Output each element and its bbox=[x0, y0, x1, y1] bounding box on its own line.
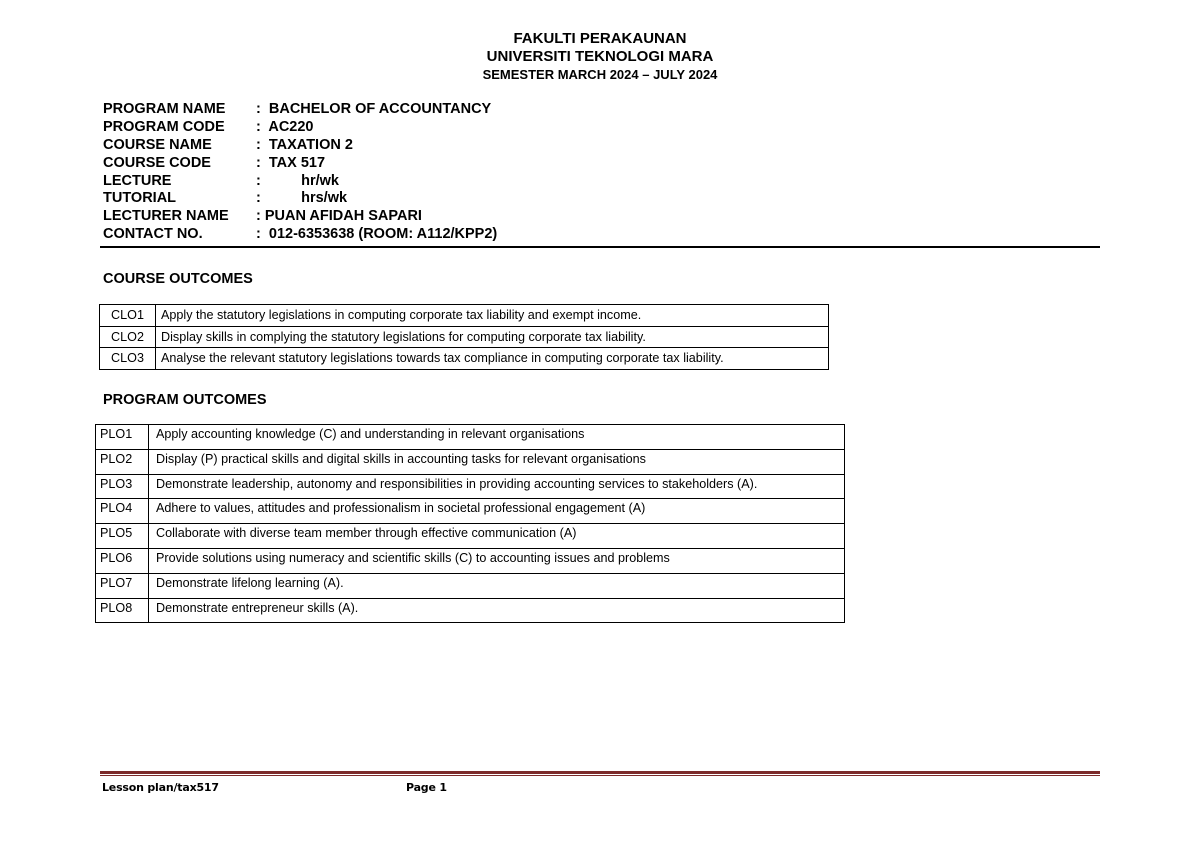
program-outcomes-table bbox=[95, 424, 845, 623]
header-divider bbox=[100, 246, 1100, 248]
info-label: CONTACT NO. bbox=[103, 226, 203, 243]
plo-description: Display (P) practical skills and digital skills in accounting tasks for relevant organisations bbox=[149, 449, 845, 474]
info-label: PROGRAM NAME bbox=[103, 101, 226, 117]
info-value: : hr/wk bbox=[256, 172, 339, 189]
info-value: : TAX 517 bbox=[256, 154, 326, 171]
footer-page-number: Page 1 bbox=[406, 781, 447, 794]
info-row-program-code bbox=[103, 119, 497, 137]
plo-code: PLO6 bbox=[96, 548, 149, 573]
plo-code: PLO2 bbox=[96, 449, 149, 474]
table-row bbox=[96, 449, 845, 474]
info-row-program-name bbox=[103, 101, 497, 119]
course-info-block bbox=[103, 101, 497, 244]
info-label: PROGRAM CODE bbox=[103, 118, 225, 135]
plo-code: PLO3 bbox=[96, 474, 149, 499]
plo-description: Demonstrate leadership, autonomy and responsibilities in providing accounting services to stakeholders (A). bbox=[149, 474, 845, 499]
table-row bbox=[96, 499, 845, 524]
plo-description: Demonstrate entrepreneur skills (A). bbox=[149, 598, 845, 623]
university-name: UNIVERSITI TEKNOLOGI MARA bbox=[486, 48, 714, 65]
plo-description: Demonstrate lifelong learning (A). bbox=[149, 573, 845, 598]
footer-document-label: Lesson plan/tax517 bbox=[102, 781, 219, 794]
clo-code: CLO2 bbox=[100, 326, 156, 348]
clo-code: CLO3 bbox=[100, 348, 156, 370]
info-label: COURSE NAME bbox=[103, 136, 212, 153]
info-row-tutorial bbox=[103, 190, 497, 208]
info-value: : BACHELOR OF ACCOUNTANCY bbox=[256, 101, 492, 117]
table-row bbox=[96, 548, 845, 573]
clo-code: CLO1 bbox=[100, 305, 156, 327]
info-label: COURSE CODE bbox=[103, 154, 211, 171]
plo-code: PLO5 bbox=[96, 524, 149, 549]
info-value: : 012-6353638 (ROOM: A112/KPP2) bbox=[256, 226, 498, 243]
clo-description: Analyse the relevant statutory legislations towards tax compliance in computing corporate tax liability. bbox=[156, 348, 829, 370]
table-row bbox=[96, 573, 845, 598]
info-label: TUTORIAL bbox=[103, 190, 177, 207]
course-outcomes-title: COURSE OUTCOMES bbox=[103, 271, 253, 287]
plo-description: Collaborate with diverse team member through effective communication (A) bbox=[149, 524, 845, 549]
info-row-lecture bbox=[103, 173, 497, 191]
info-value: : PUAN AFIDAH SAPARI bbox=[256, 208, 422, 225]
plo-code: PLO8 bbox=[96, 598, 149, 623]
plo-description: Apply accounting knowledge (C) and understanding in relevant organisations bbox=[149, 425, 845, 450]
clo-description: Apply the statutory legislations in computing corporate tax liability and exempt income. bbox=[156, 305, 829, 327]
table-row bbox=[100, 305, 829, 327]
table-row bbox=[100, 326, 829, 348]
info-value: : hrs/wk bbox=[256, 190, 348, 207]
clo-description: Display skills in complying the statutory legislations for computing corporate tax liability. bbox=[156, 326, 829, 348]
program-outcomes-title: PROGRAM OUTCOMES bbox=[103, 392, 267, 408]
table-row bbox=[100, 348, 829, 370]
faculty-name: FAKULTI PERAKAUNAN bbox=[513, 30, 687, 47]
document-header bbox=[0, 30, 1200, 83]
info-value: : TAXATION 2 bbox=[256, 136, 353, 153]
plo-description: Adhere to values, attitudes and professionalism in societal professional engagement (A) bbox=[149, 499, 845, 524]
semester-label: SEMESTER MARCH 2024 – JULY 2024 bbox=[482, 67, 718, 82]
footer-divider-thick bbox=[100, 771, 1100, 774]
plo-code: PLO7 bbox=[96, 573, 149, 598]
footer-divider-thin bbox=[100, 775, 1100, 776]
info-row-course-code bbox=[103, 155, 497, 173]
info-row-lecturer-name bbox=[103, 208, 497, 226]
table-row bbox=[96, 598, 845, 623]
info-label: LECTURER NAME bbox=[103, 208, 229, 225]
plo-description: Provide solutions using numeracy and scientific skills (C) to accounting issues and problems bbox=[149, 548, 845, 573]
table-row bbox=[96, 474, 845, 499]
table-row bbox=[96, 425, 845, 450]
table-row bbox=[96, 524, 845, 549]
plo-code: PLO4 bbox=[96, 499, 149, 524]
info-row-contact-no bbox=[103, 226, 497, 244]
info-value: : AC220 bbox=[256, 118, 314, 135]
info-row-course-name bbox=[103, 137, 497, 155]
course-outcomes-table bbox=[99, 304, 829, 370]
info-label: LECTURE bbox=[103, 172, 172, 189]
plo-code: PLO1 bbox=[96, 425, 149, 450]
